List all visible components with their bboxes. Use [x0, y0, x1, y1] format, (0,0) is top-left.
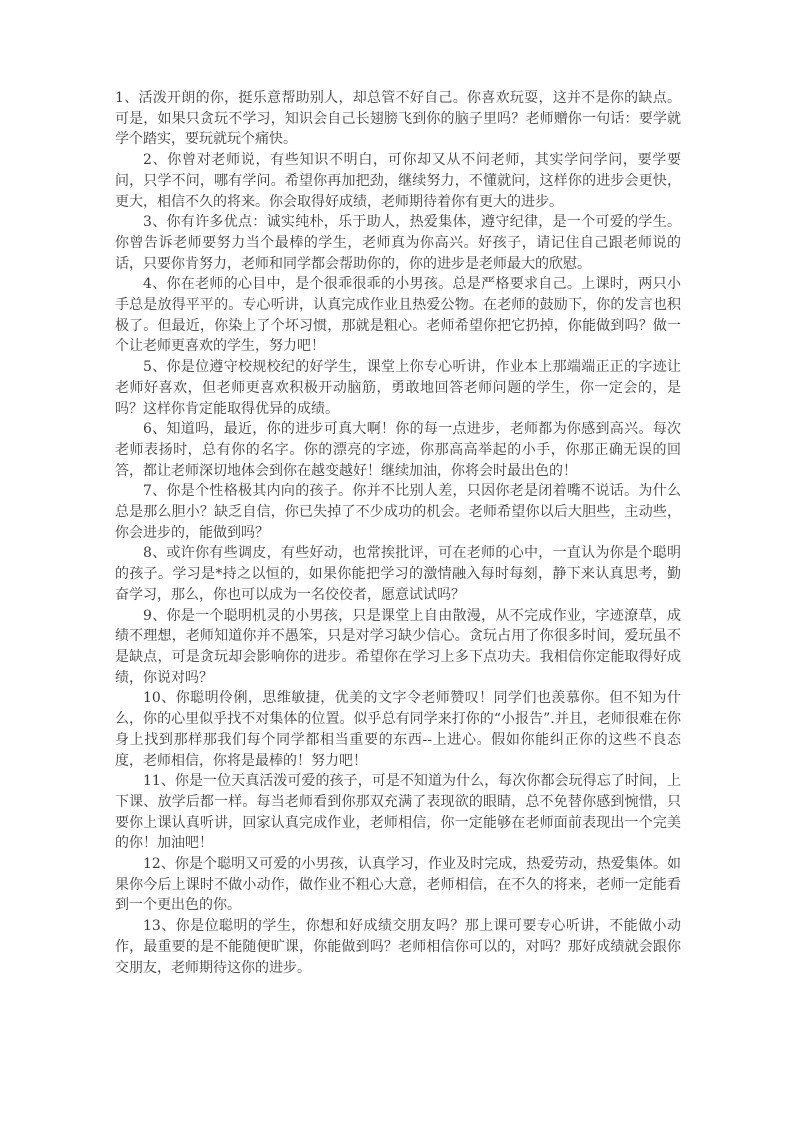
- comment-paragraph: 1、活泼开朗的你，挺乐意帮助别人，却总管不好自己。你喜欢玩耍，这并不是你的缺点。可是，如果只贪玩不学习，知识会自己长翅膀飞到你的脑子里吗？老师赠你一句话：要学就学个踏实，要玩就玩个痛快。: [115, 90, 681, 148]
- comment-paragraph: 7、你是个性格极其内向的孩子。你并不比别人差，只因你老是闭着嘴不说话。为什么总是那么胆小？缺乏自信，你已失掉了不少成功的机会。老师希望你以后大胆些，主动些，你会进步的，能做到吗？: [115, 483, 681, 541]
- comment-paragraph: 13、你是位聪明的学生，你想和好成绩交朋友吗？那上课可要专心听讲，不能做小动作，最重要的是不能随便旷课，你能做到吗？老师相信你可以的，对吗？那好成绩就会跟你交朋友，老师期待这你的进步。: [115, 918, 681, 976]
- comment-paragraph: 5、你是位遵守校规校纪的好学生，课堂上你专心听讲，作业本上那端端正正的字迹让老师好喜欢，但老师更喜欢积极开动脑筋，勇敢地回答老师问题的学生，你一定会的，是吗？这样你肯定能取得优异的成绩。: [115, 359, 681, 417]
- comment-paragraph: 6、知道吗，最近，你的进步可真大啊！你的每一点进步，老师都为你感到高兴。每次老师表扬时，总有你的名字。你的漂亮的字迹，你那高高举起的小手，你那正确无误的回答，都让老师深切地体会到你在越变越好！继续加油，你将会时最出色的！: [115, 421, 681, 479]
- comment-paragraph: 3、你有许多优点：诚实纯朴，乐于助人，热爱集体，遵守纪律，是一个可爱的学生。你曾告诉老师要努力当个最棒的学生，老师真为你高兴。好孩子，请记住自己跟老师说的话，只要你肯努力，老师和同学都会帮助你的，你的进步是老师最大的欣慰。: [115, 214, 681, 272]
- comments-list: [115, 88, 681, 978]
- comment-paragraph: 4、你在老师的心目中，是个很乖很乖的小男孩。总是严格要求自己。上课时，两只小手总是放得平平的。专心听讲，认真完成作业且热爱公物。在老师的鼓励下，你的发言也积极了。但最近，你染上了个坏习惯，那就是粗心。老师希望你把它扔掉，你能做到吗？做一个让老师更喜欢的学生，努力吧！: [115, 276, 681, 355]
- comment-paragraph: 2、你曾对老师说，有些知识不明白，可你却又从不问老师，其实学问学问，要学要问，只学不问，哪有学问。希望你再加把劲，继续努力，不懂就问，这样你的进步会更快，更大，相信不久的将来。你会取得好成绩，老师期待着你有更大的进步。: [115, 152, 681, 210]
- comment-paragraph: 11、你是一位天真活泼可爱的孩子，可是不知道为什么，每次你都会玩得忘了时间，上下课、放学后都一样。每当老师看到你那双充满了表现欲的眼睛，总不免替你感到惋惜，只要你上课认真听讲，回家认真完成作业，老师相信，你一定能够在老师面前表现出一个完美的你！加油吧！: [115, 773, 681, 852]
- comment-paragraph: 9、你是一个聪明机灵的小男孩，只是课堂上自由散漫，从不完成作业，字迹潦草，成绩不理想，老师知道你并不愚笨，只是对学习缺少信心。贪玩占用了你很多时间，爱玩虽不是缺点，可是贪玩却会影响你的进步。希望你在学习上多下点功夫。我相信你定能取得好成绩，你说对吗？: [115, 607, 681, 686]
- comment-paragraph: 10、你聪明伶俐，思维敏捷，优美的文字令老师赞叹！同学们也羡慕你。但不知为什么，你的心里似乎找不对集体的位置。似乎总有同学来打你的“小报告”.并且，老师很难在你身上找到那样那我们每个同学都相当重要的东西--上进心。假如你能纠正你的这些不良态度，老师相信，你将是最棒的！努力吧！: [115, 690, 681, 769]
- comment-paragraph: 12、你是个聪明又可爱的小男孩，认真学习，作业及时完成，热爱劳动，热爱集体。如果你今后上课时不做小动作，做作业不粗心大意，老师相信，在不久的将来，老师一定能看到一个更出色的你。: [115, 856, 681, 914]
- comment-paragraph: 8、或许你有些调皮，有些好动，也常挨批评，可在老师的心中，一直认为你是个聪明的孩子。学习是*持之以恒的，如果你能把学习的激情融入每时每刻，静下来认真思考，勤奋学习，那么，你也可以成为一名佼佼者，愿意试试吗？: [115, 545, 681, 603]
